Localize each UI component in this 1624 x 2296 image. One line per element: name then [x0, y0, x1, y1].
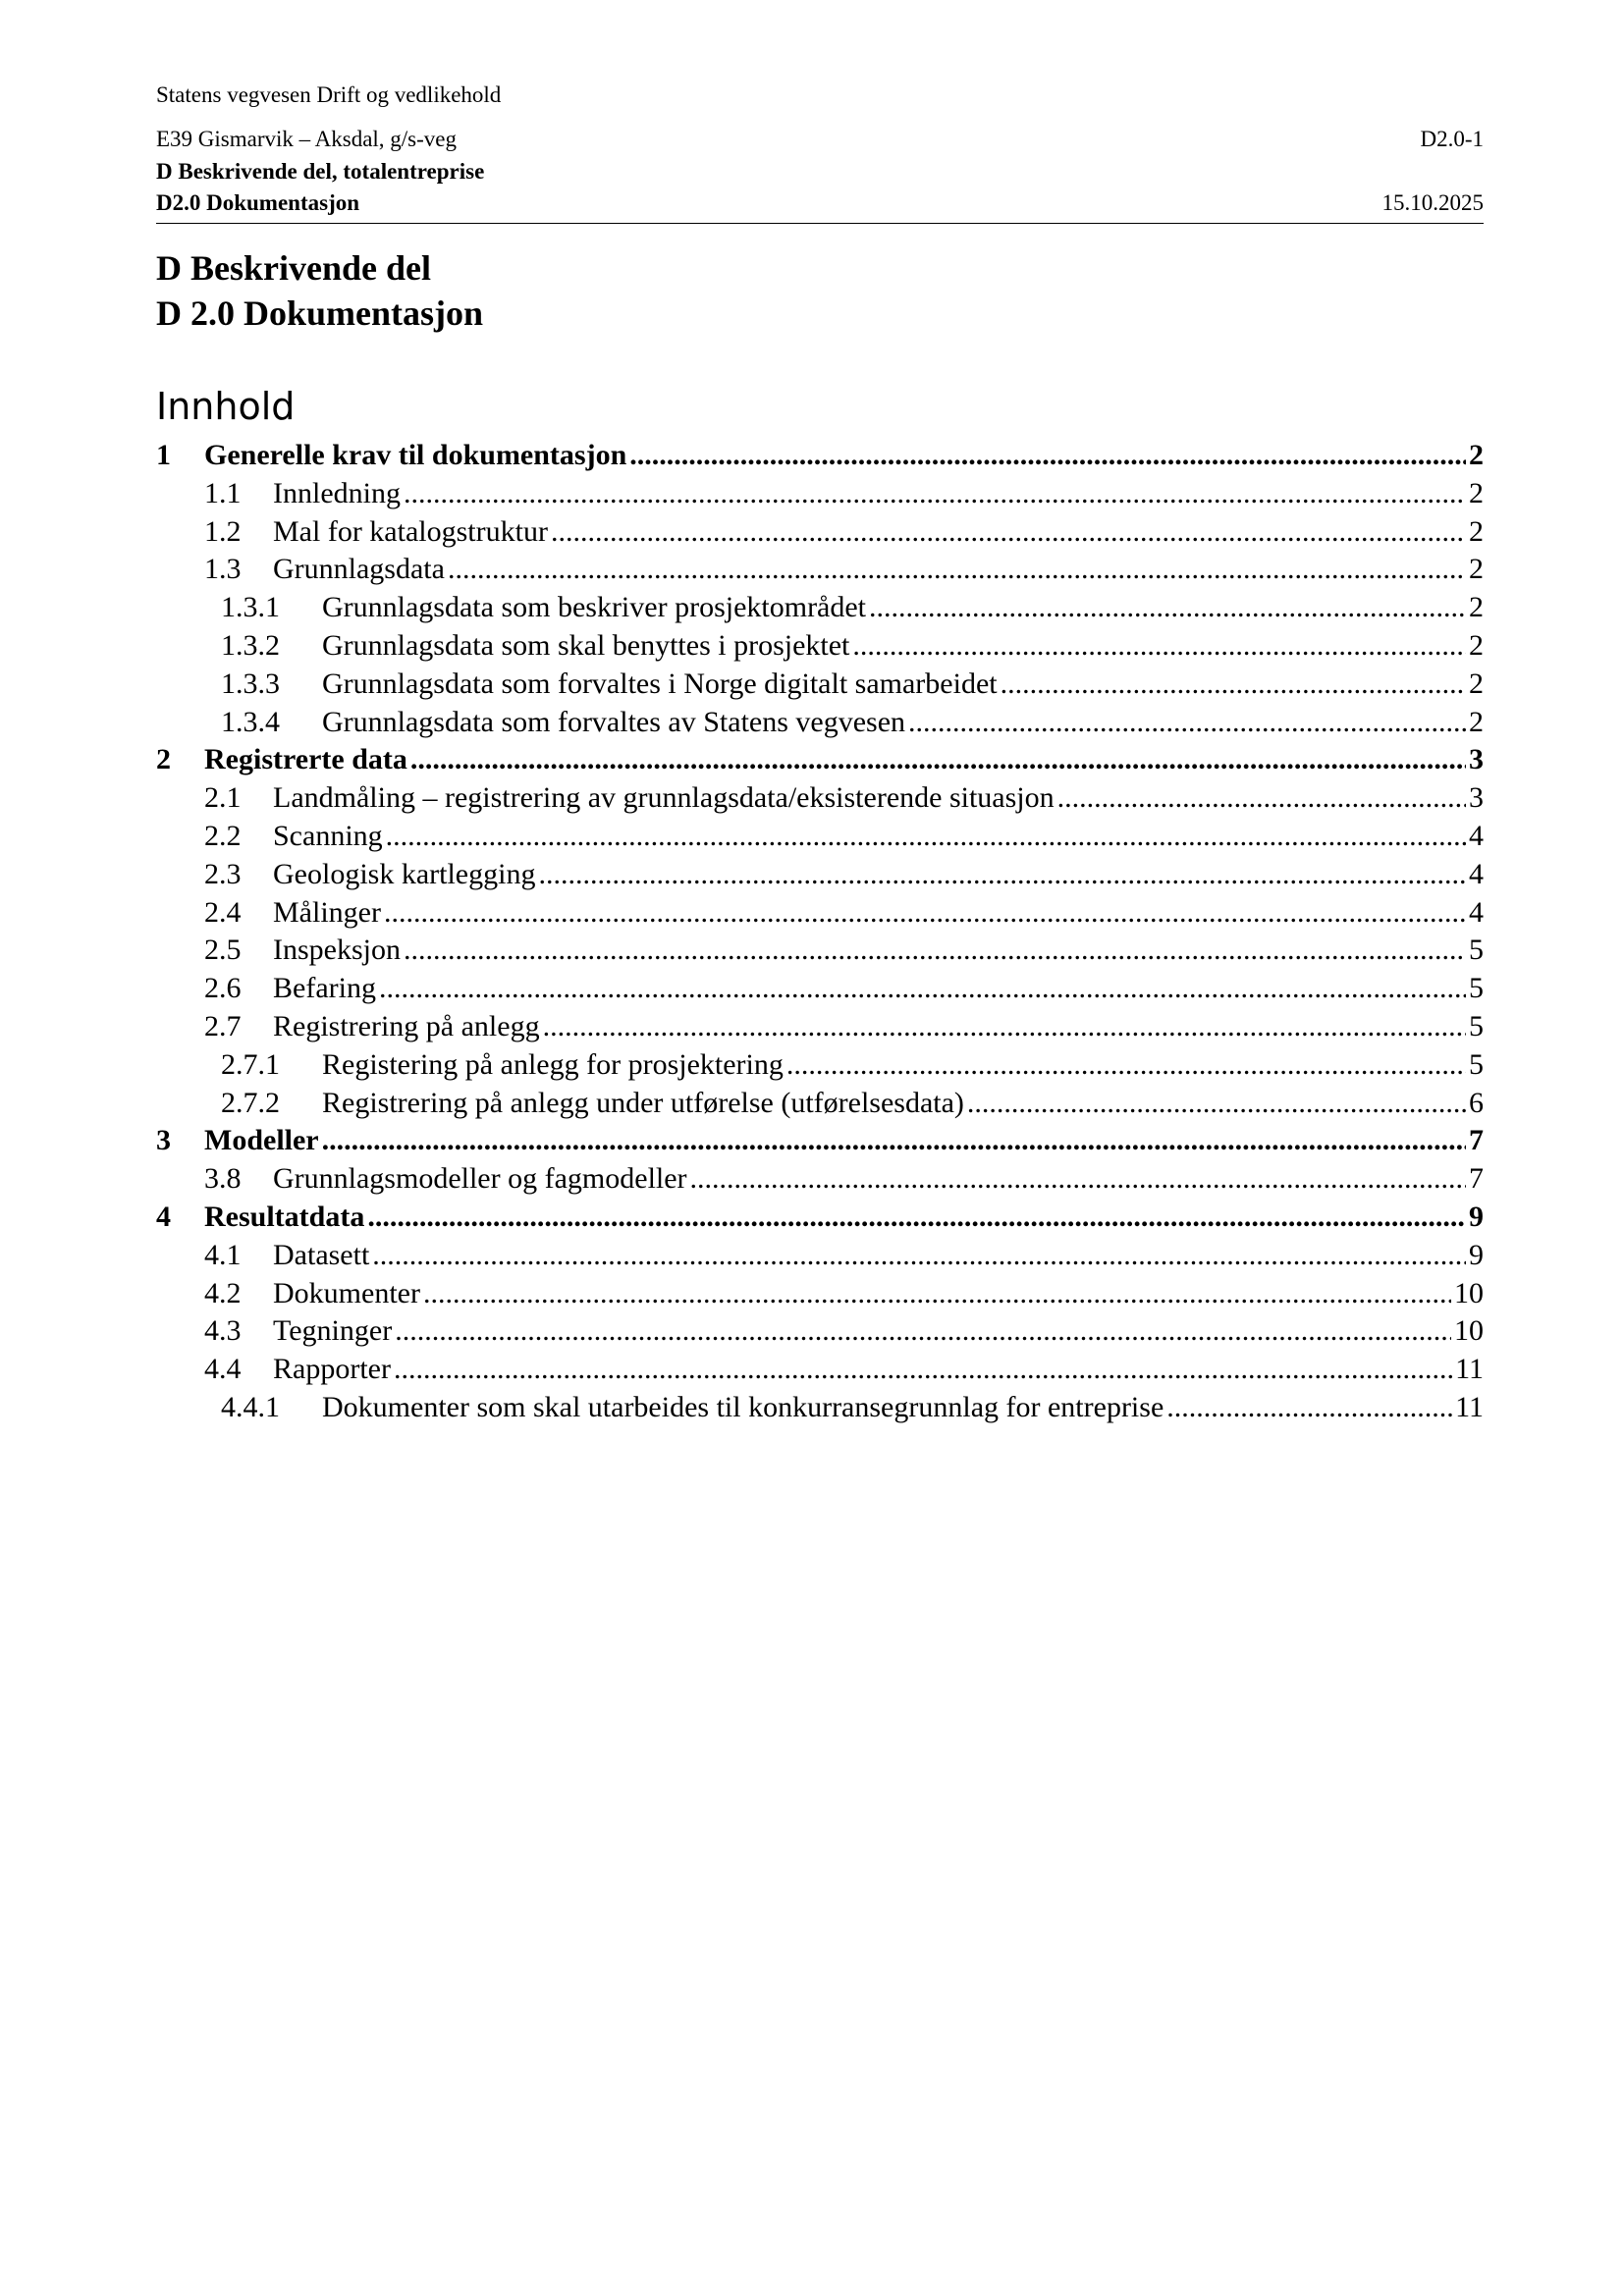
toc-entry[interactable] [156, 589, 1484, 627]
toc-entry-number: 1.3 [204, 553, 242, 586]
toc-entry-leader [908, 704, 1466, 742]
toc-entry[interactable] [156, 1275, 1484, 1313]
toc-entry-page: 9 [1469, 1238, 1484, 1271]
toc-entry-number: 1.3.2 [221, 628, 280, 662]
toc-entry-number: 2 [156, 743, 171, 776]
toc-entry-number: 1.3.4 [221, 705, 280, 738]
toc-entry[interactable] [156, 894, 1484, 933]
toc-entry[interactable] [156, 970, 1484, 1008]
toc-entry-page: 7 [1469, 1162, 1484, 1196]
toc-entry-leader [367, 1199, 1466, 1237]
toc-entry-page: 10 [1454, 1314, 1484, 1348]
header-row-part [156, 158, 1484, 186]
toc-entry-number: 4.4 [204, 1353, 242, 1386]
toc-entry-leader [384, 894, 1466, 933]
toc-entry-number: 2.1 [204, 781, 242, 815]
toc-entry-leader [395, 1312, 1451, 1351]
toc-entry-page: 5 [1469, 972, 1484, 1005]
header-row-section [156, 189, 1484, 217]
toc-entry[interactable] [156, 1122, 1484, 1160]
toc-entry-page: 4 [1469, 819, 1484, 852]
toc-entry-page: 2 [1469, 476, 1484, 509]
toc-entry-page: 9 [1469, 1200, 1484, 1233]
toc-entry-leader [322, 1122, 1466, 1160]
toc-entry-leader [551, 513, 1466, 552]
toc-entry[interactable] [156, 475, 1484, 513]
toc-entry-leader [423, 1275, 1451, 1313]
toc-entry-page: 2 [1469, 553, 1484, 586]
header-divider [156, 223, 1484, 224]
toc-entry[interactable] [156, 704, 1484, 742]
toc-entry[interactable] [156, 1199, 1484, 1237]
toc-entry-number: 4.4.1 [221, 1390, 280, 1423]
toc-entry-number: 2.3 [204, 857, 242, 890]
toc-entry-number: 4.2 [204, 1276, 242, 1309]
toc-entry-title: Generelle krav til dokumentasjon [204, 439, 627, 471]
toc-entry-leader [394, 1351, 1452, 1389]
toc-entry-page: 10 [1454, 1276, 1484, 1309]
toc-entry-title: Registrerte data [204, 743, 407, 776]
toc-entry-leader [967, 1085, 1466, 1123]
toc-entry-title: Målinger [273, 895, 381, 929]
toc-entry[interactable] [156, 1351, 1484, 1389]
toc-entry[interactable] [156, 513, 1484, 552]
toc-entry-page: 2 [1469, 667, 1484, 700]
toc-entry[interactable] [156, 1046, 1484, 1085]
toc-entry[interactable] [156, 1312, 1484, 1351]
toc-entry-title: Landmåling – registrering av grunnlagsdata/eksisterende situasjon [273, 781, 1055, 815]
toc-entry-number: 1 [156, 439, 171, 471]
toc-entry-leader [410, 741, 1466, 779]
project-name: E39 Gismarvik – Aksdal, g/s-veg [156, 127, 457, 151]
toc-entry-page: 11 [1455, 1353, 1484, 1386]
toc-entry-title: Rapporter [273, 1353, 391, 1386]
toc-entry-page: 7 [1469, 1124, 1484, 1157]
toc-entry-leader [386, 818, 1466, 856]
toc-entry-title: Resultatdata [204, 1200, 365, 1233]
toc-entry-title: Mal for katalogstruktur [273, 514, 548, 548]
toc-entry-number: 2.7.2 [221, 1086, 280, 1119]
toc-entry-leader [404, 475, 1466, 513]
toc-entry-page: 2 [1469, 439, 1484, 471]
toc-entry-number: 2.7 [204, 1009, 242, 1042]
toc-entry[interactable] [156, 1160, 1484, 1199]
toc-entry-title: Inspeksjon [273, 934, 401, 967]
toc-entry-number: 2.6 [204, 972, 242, 1005]
toc-entry[interactable] [156, 666, 1484, 704]
toc-entry[interactable] [156, 437, 1484, 475]
toc-entry-title: Modeller [204, 1124, 319, 1157]
document-code: D2.0-1 [1420, 127, 1484, 151]
toc-entry-title: Datasett [273, 1238, 370, 1271]
toc-entry-title: Grunnlagsmodeller og fagmodeller [273, 1162, 687, 1196]
toc-entry-number: 4 [156, 1200, 171, 1233]
toc-entry-title: Registrering på anlegg [273, 1009, 540, 1042]
header-row-project [156, 126, 1484, 153]
toc-entry-leader [852, 627, 1466, 666]
toc-entry-page: 2 [1469, 514, 1484, 548]
toc-entry-title: Geologisk kartlegging [273, 857, 536, 890]
toc-entry-number: 2.2 [204, 819, 242, 852]
toc-entry-leader [404, 932, 1466, 970]
toc-entry-leader [372, 1237, 1466, 1275]
toc-entry-title: Innledning [273, 476, 401, 509]
toc-entry[interactable] [156, 741, 1484, 779]
toc-entry[interactable] [156, 818, 1484, 856]
toc-entry-title: Grunnlagsdata som skal benyttes i prosjektet [322, 628, 850, 662]
toc-entry[interactable] [156, 551, 1484, 589]
toc-entry[interactable] [156, 779, 1484, 818]
toc-entry-page: 2 [1469, 591, 1484, 624]
toc-entry-leader [629, 437, 1466, 475]
toc-entry-page: 11 [1455, 1390, 1484, 1423]
toc-entry-number: 3.8 [204, 1162, 242, 1196]
toc-entry-leader [543, 1008, 1466, 1046]
toc-entry-leader [448, 551, 1466, 589]
table-of-contents [156, 437, 1484, 1427]
organization-name: Statens vegvesen Drift og vedlikehold [156, 82, 502, 107]
toc-entry-title: Grunnlagsdata [273, 553, 445, 586]
document-section: D2.0 Dokumentasjon [156, 190, 360, 215]
toc-entry-title: Dokumenter [273, 1276, 420, 1309]
toc-entry-page: 5 [1469, 1009, 1484, 1042]
toc-entry-title: Tegninger [273, 1314, 393, 1348]
toc-entry-leader [869, 589, 1466, 627]
toc-entry[interactable] [156, 1008, 1484, 1046]
toc-entry-page: 5 [1469, 1047, 1484, 1081]
toc-entry-number: 1.3.1 [221, 591, 280, 624]
toc-entry-leader [379, 970, 1466, 1008]
toc-entry-leader [538, 856, 1466, 894]
toc-heading: Innhold [156, 385, 296, 428]
toc-entry[interactable] [156, 1237, 1484, 1275]
document-part: D Beskrivende del, totalentreprise [156, 159, 485, 184]
toc-entry[interactable] [156, 1085, 1484, 1123]
toc-entry-page: 2 [1469, 705, 1484, 738]
toc-entry-leader [1166, 1389, 1452, 1427]
toc-entry-title: Befaring [273, 972, 376, 1005]
toc-entry-page: 3 [1469, 743, 1484, 776]
toc-entry-title: Grunnlagsdata som beskriver prosjektområdet [322, 591, 867, 624]
toc-entry-number: 2.7.1 [221, 1047, 280, 1081]
document-title [156, 245, 483, 336]
toc-entry-title: Dokumenter som skal utarbeides til konkurransegrunnlag for entreprise [322, 1390, 1164, 1423]
toc-entry-page: 6 [1469, 1086, 1484, 1119]
toc-entry-number: 4.1 [204, 1238, 242, 1271]
toc-entry-page: 3 [1469, 781, 1484, 815]
document-date: 15.10.2025 [1381, 190, 1484, 215]
toc-entry-title: Scanning [273, 819, 383, 852]
toc-entry-leader [1057, 779, 1466, 818]
toc-entry-page: 2 [1469, 628, 1484, 662]
toc-entry-leader [690, 1160, 1466, 1199]
toc-entry-title: Grunnlagsdata som forvaltes i Norge digitalt samarbeidet [322, 667, 998, 700]
toc-entry-number: 3 [156, 1124, 171, 1157]
toc-entry-number: 1.1 [204, 476, 242, 509]
title-line-1: D Beskrivende del [156, 248, 432, 288]
toc-entry-leader [1001, 666, 1466, 704]
toc-entry-number: 4.3 [204, 1314, 242, 1348]
title-line-2: D 2.0 Dokumentasjon [156, 294, 484, 333]
toc-entry-page: 5 [1469, 934, 1484, 967]
toc-entry-page: 4 [1469, 857, 1484, 890]
toc-entry[interactable] [156, 1389, 1484, 1427]
toc-entry-title: Registering på anlegg for prosjektering [322, 1047, 784, 1081]
toc-entry[interactable] [156, 932, 1484, 970]
toc-entry-number: 1.2 [204, 514, 242, 548]
toc-entry-leader [786, 1046, 1466, 1085]
toc-entry-title: Registrering på anlegg under utførelse (utførelsesdata) [322, 1086, 964, 1119]
toc-entry-number: 2.5 [204, 934, 242, 967]
toc-entry-page: 4 [1469, 895, 1484, 929]
toc-entry[interactable] [156, 627, 1484, 666]
toc-entry[interactable] [156, 856, 1484, 894]
toc-entry-number: 1.3.3 [221, 667, 280, 700]
toc-entry-title: Grunnlagsdata som forvaltes av Statens vegvesen [322, 705, 906, 738]
toc-entry-number: 2.4 [204, 895, 242, 929]
